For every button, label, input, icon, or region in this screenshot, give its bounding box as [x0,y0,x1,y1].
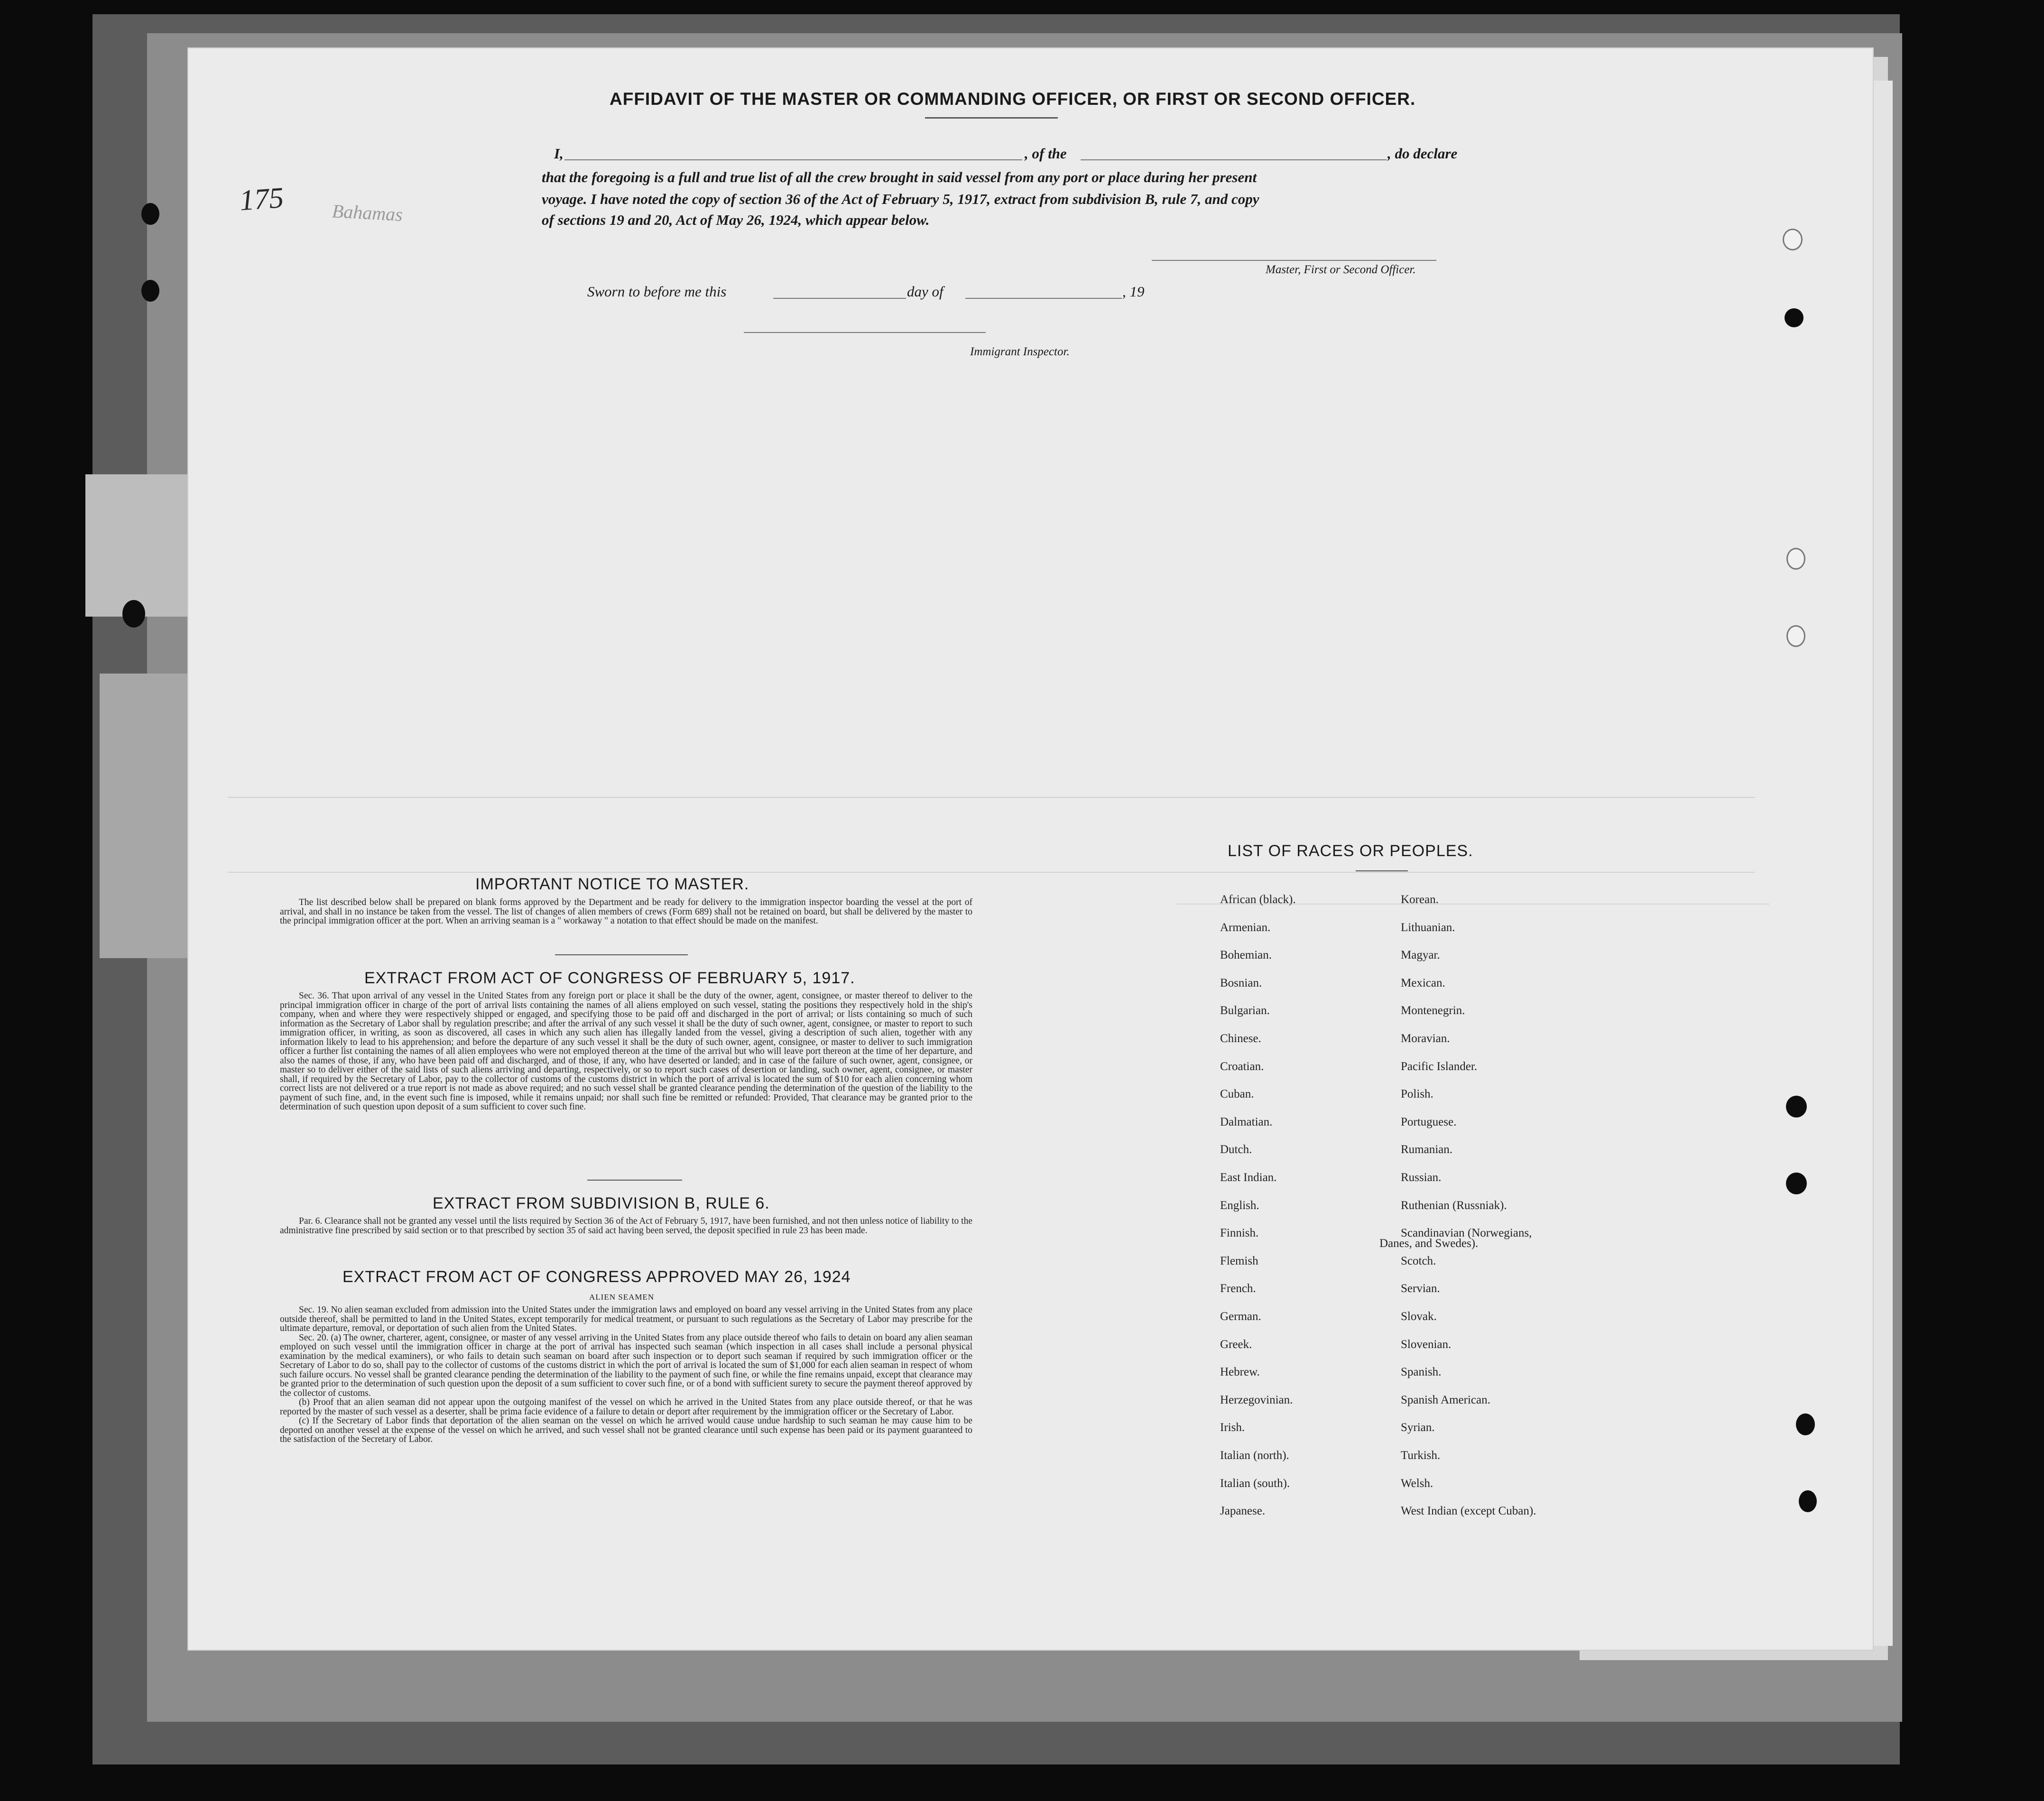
extract-1924-text [280,1305,972,1444]
day-of-text: day of [907,283,943,300]
punch-hole [1799,1490,1817,1512]
race-item: Japanese. [1220,1505,1266,1517]
race-item: Pacific Islander. [1401,1060,1478,1073]
sec-20a: Sec. 20. (a) The owner, charterer, agent, consignee, or master of any vessel arriving in the United States from any place outside thereof who fails to detain on board any alien seaman employed on such vessel until the immigration officer in charge at the port of arrival has inspected such seaman (which inspection in all cases shall include a personal physical examination by the medical examiners), or who fails to detain such seaman on board after such inspection or to deport such seaman if required by such immigration officer or the Secretary of Labor to do so, shall pay to the collector of customs of the customs district in which the port of arrival is located the sum of $1,000 for each alien seaman in respect of whom such failure occurs. No vessel shall be granted clearance pending the determination of the liability to the payment of such fine, or while the fine remains unpaid, except that clearance may be granted prior to the determination of such question upon the deposit of a sum sufficient to cover such fine, or of a bond with sufficient surety to secure the payment thereof approved by the collector of customs. [280,1332,972,1398]
race-item: English. [1220,1199,1259,1212]
race-item: Lithuanian. [1401,921,1455,934]
race-item: Scotch. [1401,1255,1436,1267]
month-blank [965,298,1122,299]
divider [1356,870,1408,871]
race-item: Korean. [1401,893,1439,906]
race-item: Portuguese. [1401,1116,1457,1128]
alien-seamen-subtitle: ALIEN SEAMEN [589,1293,655,1302]
race-item: Chinese. [1220,1032,1261,1045]
race-item: Greek. [1220,1338,1252,1351]
punch-hole [122,600,145,628]
race-item: Croatian. [1220,1060,1264,1073]
affidavit-of-the: , of the [1025,145,1067,162]
punch-hole [1786,1173,1807,1194]
handwritten-page-number: 175 [238,181,285,217]
race-item: West Indian (except Cuban). [1401,1505,1536,1517]
race-item: African (black). [1220,893,1296,906]
day-blank [773,298,906,299]
torn-paper-fragment [85,474,187,617]
race-item: Rumanian. [1401,1143,1453,1156]
race-item: Turkish. [1401,1449,1441,1462]
notice-text: The list described below shall be prepared on blank forms approved by the Department and be ready for delivery to the immigration inspector boarding the vessel at the port of arrival, and shall in no instance be taken from the vessel. The list of changes of alien members of crews (Form 689) shall not be retained on board, but shall be delivered by the master to the principal immigration officer at the port. When an arriving seaman is a " workaway " a notation to that effect should be made on the manifest. [280,897,972,926]
punch-hole [141,203,159,225]
race-item: Finnish. [1220,1227,1259,1239]
punch-hole [1785,308,1804,327]
divider [925,117,1058,119]
race-item: Dalmatian. [1220,1116,1273,1128]
race-item: East Indian. [1220,1171,1277,1184]
master-signature-label: Master, First or Second Officer. [1266,263,1416,276]
master-signature-line [1152,260,1436,261]
race-item: German. [1220,1310,1261,1323]
sec-19: Sec. 19. No alien seaman excluded from admission into the United States under the immigration laws and employed on board any vessel arriving in the United States from any place outside thereof, shall be permitted to land in the United States, except temporarily for medical treatment, or pursuant to such regulations as the Secretary of Labor may prescribe for the ultimate departure, removal, or deportation of such alien from the United States. [280,1305,972,1333]
notice-title: IMPORTANT NOTICE TO MASTER. [475,875,749,893]
divider [587,1180,682,1181]
race-item: Servian. [1401,1282,1440,1295]
race-item: Irish. [1220,1421,1245,1434]
extract-1917-title: EXTRACT FROM ACT OF CONGRESS OF FEBRUARY 5, 1917. [364,969,855,987]
race-item: Slovak. [1401,1310,1437,1323]
subdivision-b-title: EXTRACT FROM SUBDIVISION B, RULE 6. [433,1194,770,1212]
race-item: French. [1220,1282,1256,1295]
punch-hole [1786,548,1805,570]
race-item: Scandinavian (Norwegians, [1401,1227,1532,1239]
race-item: Bohemian. [1220,949,1272,961]
extract-1917-text: Sec. 36. That upon arrival of any vessel in the United States from any foreign port or place it shall be the duty of the owner, agent, consignee, or master thereof to deliver to the principal immigration officer in charge of the port of arrival lists containing the names of all aliens employed on such vessel, stating the positions they respectively hold in the ship's company, when and where they were respectively shipped or engaged, and specifying those to be paid off and discharged in the port of arrival; or lists containing so much of such information as the Secretary of Labor shall by regulation prescribe; and after the arrival of any such vessel it shall be the duty of such owner, agent, consignee, or master to report to such immigration officer, in writing, as soon as discovered, all cases in which any such alien has illegally landed from the vessel, giving a description of such alien, together with any information likely to lead to his apprehension; and before the departure of any such vessel it shall be the duty of such owner, agent, consignee, or master to deliver to such immigration officer a further list containing the names of all alien employees who were not employed thereon at the time of the arrival but who will leave port thereon at the time of her departure, and also the names of those, if any, who have been paid off and discharged, and of those, if any, who have deserted or landed; and in case of the failure of such owner, agent, consignee, or master so to deliver either of the said lists of such aliens arriving and departing, respectively, or so to report such cases of desertion or landing, such owner, agent, consignee, or master shall, if required by the Secretary of Labor, pay to the collector of customs of the customs district in which the port of arrival is located the sum of $10 for each alien concerning whom correct lists are not delivered or a true report is not made as above required; and no such vessel shall be granted clearance pending the determination of the question of the liability to the payment of such fine, and, in the event such fine is imposed, while it remains unpaid; nor shall such fine be remitted or refunded: Provided, That clearance may be granted prior to the determination of such question upon deposit of a sum sufficient to cover such fine. [280,991,972,1112]
race-item: Italian (north). [1220,1449,1289,1462]
race-item: Moravian. [1401,1032,1450,1045]
name-blank [564,159,1022,160]
race-item: Herzegovinian. [1220,1394,1293,1406]
race-item: Italian (south). [1220,1477,1290,1490]
affidavit-text-line: voyage. I have noted the copy of section 36 of the Act of February 5, 1917, extract from subdivision B, rule 7, and copy [542,191,1259,207]
sec-20c: (c) If the Secretary of Labor finds that deportation of the alien seaman on the vessel on which he arrived would cause undue hardship to such seaman he may cause him to be deported on another vessel at the expense of the vessel on which he arrived, and such vessel shall not be granted clearance until such expense has been paid or its payment guaranteed to the satisfaction of the Secretary of Labor. [280,1416,972,1444]
bleed-through-text: Bahamas [331,200,403,225]
sec-20b: (b) Proof that an alien seaman did not appear upon the outgoing manifest of the vessel on which he arrived in the United States from any place outside thereof, or that he was reported by the master of such vessel as a deserter, shall be prima facie evidence of a failure to detain or deport after requirement by the immigration officer or the Secretary of Labor. [280,1397,972,1417]
affidavit-i: I, [554,145,564,162]
faint-rule [228,797,1755,798]
faint-rule [228,872,1755,873]
inspector-label: Immigrant Inspector. [970,345,1070,358]
race-item: Bulgarian. [1220,1004,1270,1017]
inspector-signature-line [744,332,986,333]
race-item: Mexican. [1401,977,1445,989]
race-item: Spanish American. [1401,1394,1490,1406]
race-item: Cuban. [1220,1088,1254,1100]
punch-hole [1786,1096,1807,1118]
race-item: Spanish. [1401,1366,1442,1378]
race-item: Slovenian. [1401,1338,1452,1351]
race-item: Dutch. [1220,1143,1252,1156]
year-text: , 19 [1122,283,1145,300]
race-item: Russian. [1401,1171,1442,1184]
race-item: Ruthenian (Russniak). [1401,1199,1507,1212]
race-item: Syrian. [1401,1421,1435,1434]
race-item: Danes, and Swedes). [1379,1237,1479,1250]
race-item: Magyar. [1401,949,1440,961]
race-item: Polish. [1401,1088,1434,1100]
race-item: Welsh. [1401,1477,1434,1490]
affidavit-declare: , do declare [1387,145,1458,162]
races-title: LIST OF RACES OR PEOPLES. [1228,842,1473,860]
punch-hole [1786,625,1805,647]
race-item: Armenian. [1220,921,1271,934]
sworn-text: Sworn to before me this [587,283,727,300]
punch-hole [1783,229,1803,250]
paper-edge-fragment [100,674,187,958]
divider [555,954,688,955]
race-item: Montenegrin. [1401,1004,1465,1017]
subdivision-b-text: Par. 6. Clearance shall not be granted any vessel until the lists required by Section 36 of the Act of February 5, 1917, have been furnished, and not then unless notice of liability to the administrative fine prescribed by said section or to that prescribed by section 35 of said act having been served, the deposit specified in rule 23 has been made. [280,1216,972,1236]
affidavit-title: AFFIDAVIT OF THE MASTER OR COMMANDING OFFICER, OR FIRST OR SECOND OFFICER. [610,89,1416,109]
extract-1924-title: EXTRACT FROM ACT OF CONGRESS APPROVED MAY 26, 1924 [342,1268,851,1286]
race-item: Hebrew. [1220,1366,1260,1378]
punch-hole [141,280,159,302]
race-item: Bosnian. [1220,977,1262,989]
race-item: Flemish [1220,1255,1258,1267]
vessel-blank [1081,159,1387,160]
affidavit-text-line: that the foregoing is a full and true list of all the crew brought in said vessel from any port or place during her present [542,169,1257,185]
punch-hole [1796,1413,1815,1435]
affidavit-text-line: of sections 19 and 20, Act of May 26, 1924, which appear below. [542,212,930,228]
